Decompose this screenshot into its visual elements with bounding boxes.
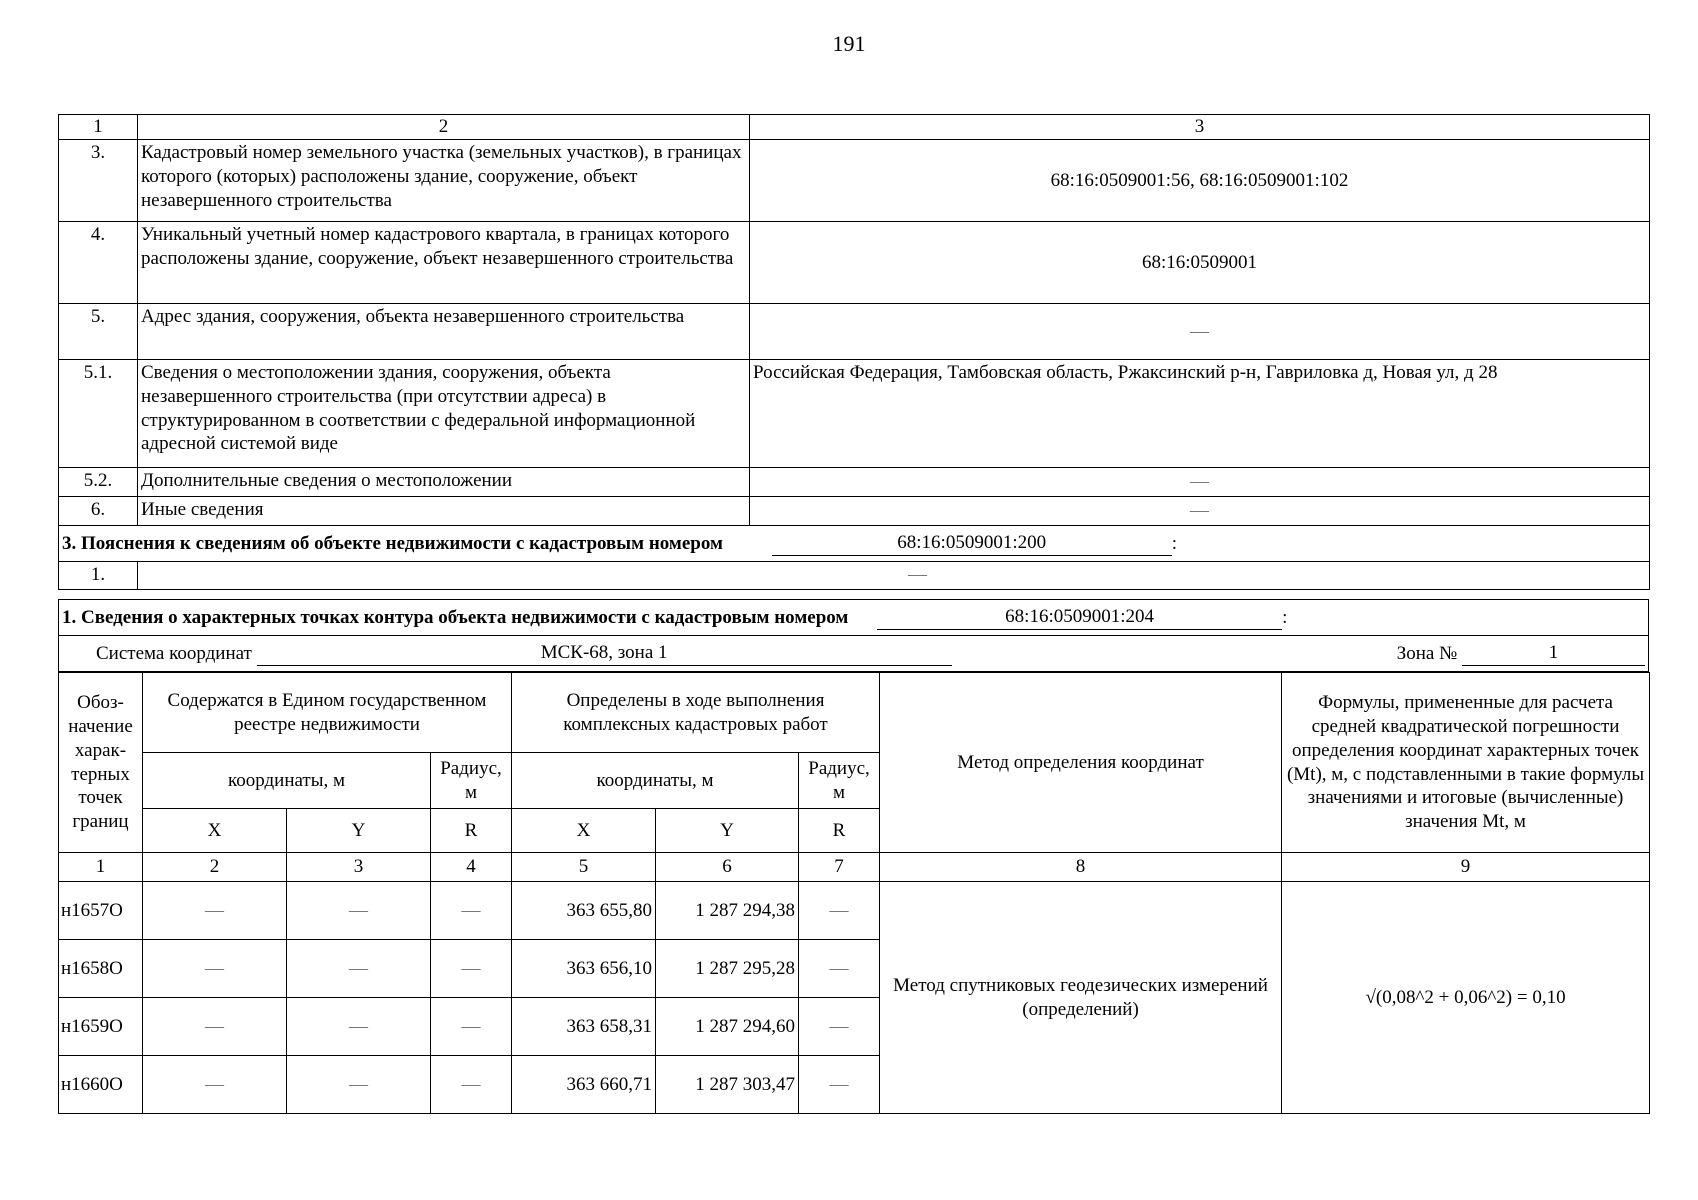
row-label: Сведения о местоположении здания, сооружения, объекта незавершенного строительства (при отсутствии адреса) в структурированном в соответствии с федеральной информационной адресной системой виде	[138, 360, 750, 468]
row-number: 5.	[59, 304, 138, 360]
section1-cadastral-number: 68:16:0509001:204	[877, 605, 1282, 630]
y-egrn: —	[287, 940, 431, 998]
table-header-row	[59, 115, 1650, 140]
r-egrn: —	[431, 882, 512, 940]
header-x: X	[143, 809, 287, 853]
header-x: X	[512, 809, 656, 853]
column-number: 7	[799, 853, 880, 882]
header-method: Метод определения координат	[880, 673, 1282, 853]
row-number: 1.	[59, 562, 138, 590]
y-egrn: —	[287, 882, 431, 940]
row-label: Адрес здания, сооружения, объекта незавершенного строительства	[138, 304, 750, 360]
header-cell: 3	[750, 115, 1650, 140]
column-number: 6	[656, 853, 799, 882]
points-header-row-1	[59, 673, 1650, 753]
row-number: 5.2.	[59, 468, 138, 497]
section1-title-row	[59, 600, 1649, 636]
header-r: R	[431, 809, 512, 853]
table-row	[59, 304, 1650, 360]
table-row	[59, 140, 1650, 222]
y-value: 1 287 294,60	[656, 998, 799, 1056]
header-cell: 1	[59, 115, 138, 140]
section3-cadastral-number: 68:16:0509001:200	[772, 531, 1172, 556]
formula-value: √(0,08^2 + 0,06^2) = 0,10	[1282, 882, 1650, 1114]
row-number: 6.	[59, 497, 138, 526]
object-info-table	[58, 114, 1650, 590]
row-number: 5.1.	[59, 360, 138, 468]
x-value: 363 656,10	[512, 940, 656, 998]
row-label: Дополнительные сведения о местоположении	[138, 468, 750, 497]
header-coords-complex: координаты, м	[512, 753, 799, 809]
zone-value: 1	[1462, 641, 1645, 666]
header-radius-complex: Радиус, м	[799, 753, 880, 809]
row-value: 68:16:0509001	[750, 222, 1650, 304]
zone-label: Зона №	[1396, 643, 1458, 665]
table-row	[59, 360, 1650, 468]
row-label: Кадастровый номер земельного участка (земельных участков), в границах которого (которых) расположены здание, сооружение, объект незавершенного строительства	[138, 140, 750, 222]
column-number: 9	[1282, 853, 1650, 882]
point-name: н1660О	[59, 1056, 143, 1114]
section3-header-row	[59, 526, 1650, 562]
table-row	[59, 468, 1650, 497]
r-value: —	[799, 882, 880, 940]
section3-row	[59, 562, 1650, 590]
r-egrn: —	[431, 998, 512, 1056]
section1-title: 1. Сведения о характерных точках контура объекта недвижимости с кадастровым номером	[62, 607, 849, 629]
point-name: н1657О	[59, 882, 143, 940]
row-value: —	[138, 562, 1650, 590]
row-value: Российская Федерация, Тамбовская область, Ржаксинский р-н, Гавриловка д, Новая ул, д 28	[750, 360, 1650, 468]
column-numbers-row	[59, 853, 1650, 882]
row-value: —	[750, 497, 1650, 526]
r-egrn: —	[431, 940, 512, 998]
y-value: 1 287 295,28	[656, 940, 799, 998]
section1-header-table	[58, 599, 1649, 672]
x-value: 363 658,31	[512, 998, 656, 1056]
row-number: 3.	[59, 140, 138, 222]
table-row	[59, 497, 1650, 526]
r-value: —	[799, 940, 880, 998]
table-row	[59, 222, 1650, 304]
x-value: 363 660,71	[512, 1056, 656, 1114]
column-number: 5	[512, 853, 656, 882]
row-number: 4.	[59, 222, 138, 304]
column-number: 8	[880, 853, 1282, 882]
header-complex-works: Определены в ходе выполнения комплексных кадастровых работ	[512, 673, 880, 753]
row-label: Иные сведения	[138, 497, 750, 526]
y-value: 1 287 294,38	[656, 882, 799, 940]
y-egrn: —	[287, 1056, 431, 1114]
coord-system-value: МСК-68, зона 1	[257, 641, 952, 666]
x-egrn: —	[143, 1056, 287, 1114]
r-egrn: —	[431, 1056, 512, 1114]
x-egrn: —	[143, 882, 287, 940]
row-value: —	[750, 304, 1650, 360]
header-y: Y	[656, 809, 799, 853]
y-egrn: —	[287, 998, 431, 1056]
header-y: Y	[287, 809, 431, 853]
point-row	[59, 882, 1650, 940]
header-coords-egrn: координаты, м	[143, 753, 431, 809]
header-designation: Обоз-начение харак-терных точек границ	[59, 673, 143, 853]
header-formula: Формулы, примененные для расчета средней квадратической погрешности определения координат характерных точек (Mt), м, с подставленными в такие формулы значениями и итоговые (вычисленные) значения Mt, м	[1282, 673, 1650, 853]
row-label: Уникальный учетный номер кадастрового квартала, в границах которого расположены здание, сооружение, объект незавершенного строительства	[138, 222, 750, 304]
r-value: —	[799, 998, 880, 1056]
row-value: 68:16:0509001:56, 68:16:0509001:102	[750, 140, 1650, 222]
column-number: 3	[287, 853, 431, 882]
header-egrn: Содержатся в Едином государственном реестре недвижимости	[143, 673, 512, 753]
points-table	[58, 672, 1650, 1114]
point-name: н1658О	[59, 940, 143, 998]
header-radius-egrn: Радиус, м	[431, 753, 512, 809]
header-cell: 2	[138, 115, 750, 140]
section1-colon: :	[1282, 607, 1288, 629]
x-egrn: —	[143, 998, 287, 1056]
x-value: 363 655,80	[512, 882, 656, 940]
page-number: 191	[832, 31, 866, 56]
section3-title: 3. Пояснения к сведениям об объекте недвижимости с кадастровым номером	[62, 533, 723, 555]
column-number: 4	[431, 853, 512, 882]
y-value: 1 287 303,47	[656, 1056, 799, 1114]
x-egrn: —	[143, 940, 287, 998]
r-value: —	[799, 1056, 880, 1114]
method-value: Метод спутниковых геодезических измерений (определений)	[880, 882, 1282, 1114]
header-r: R	[799, 809, 880, 853]
point-name: н1659О	[59, 998, 143, 1056]
coord-system-row	[59, 636, 1649, 672]
column-number: 2	[143, 853, 287, 882]
section3-colon: :	[1171, 533, 1177, 555]
column-number: 1	[59, 853, 143, 882]
coord-system-label: Система координат	[96, 643, 252, 665]
row-value: —	[750, 468, 1650, 497]
